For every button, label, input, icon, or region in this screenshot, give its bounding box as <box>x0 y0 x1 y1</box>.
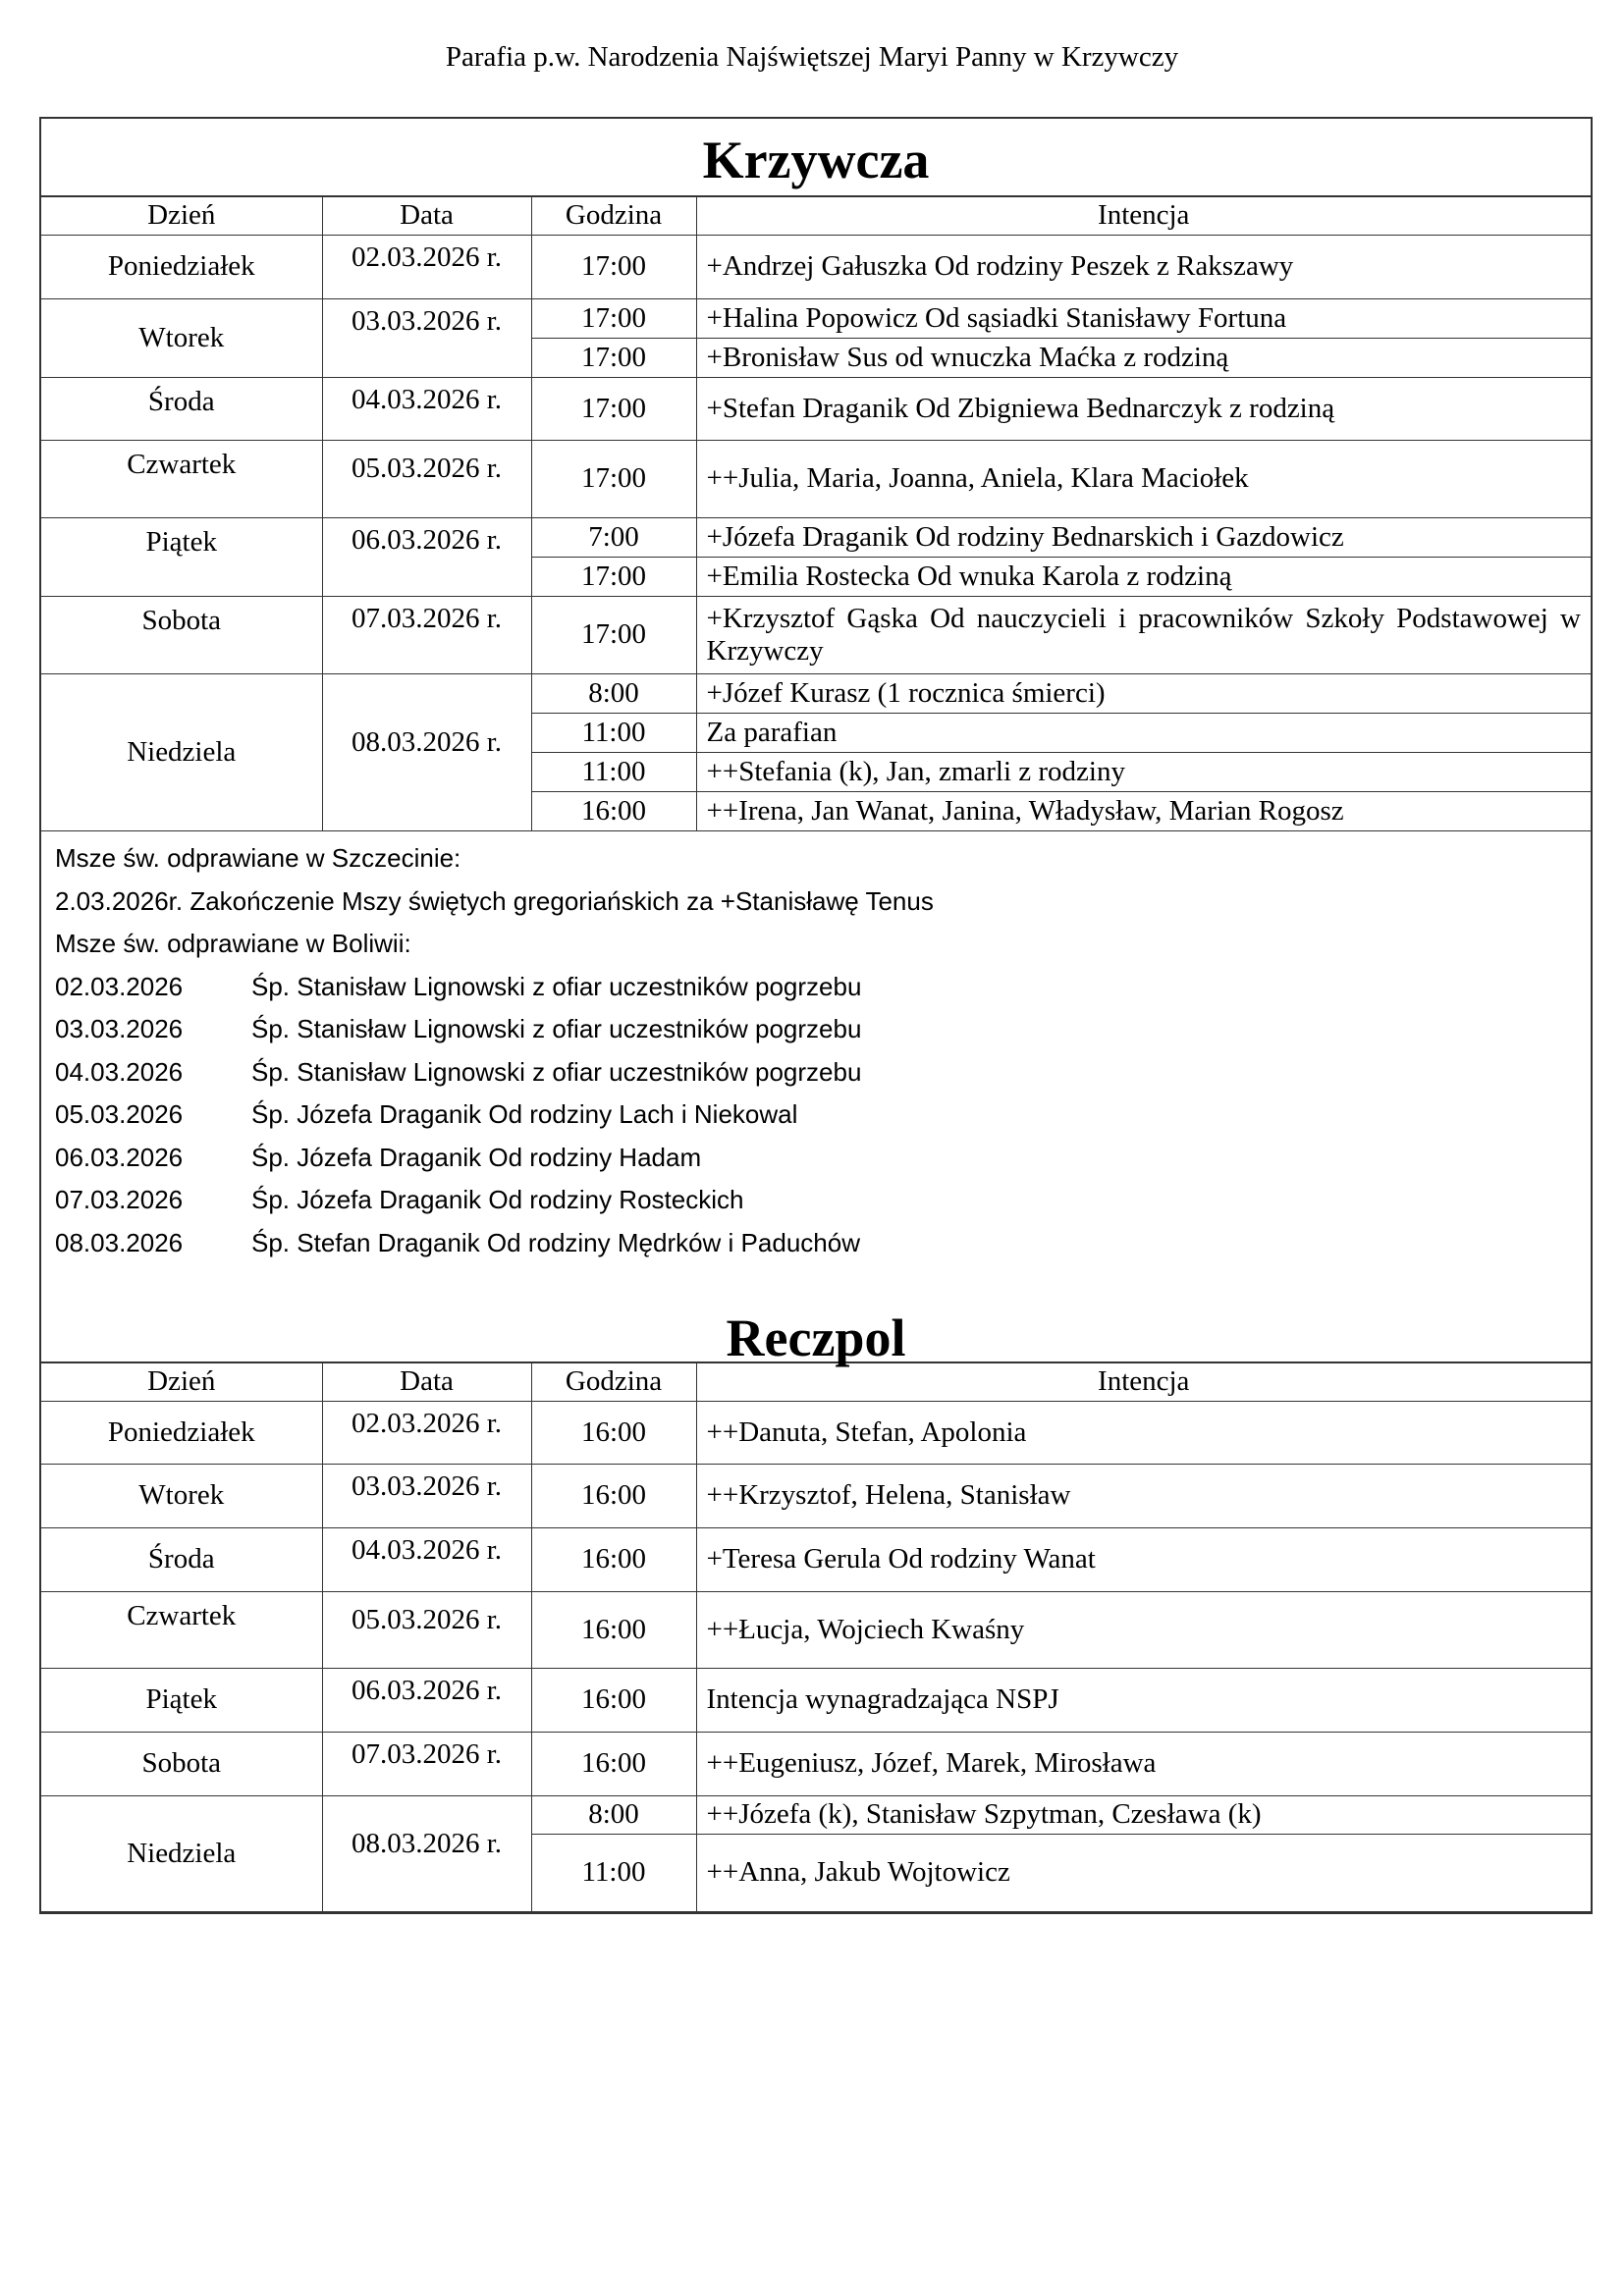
table-row <box>41 1465 1591 1528</box>
table-row <box>41 1402 1591 1465</box>
col-day: Dzień <box>41 1363 322 1402</box>
hour-cell: 17:00 <box>531 378 696 441</box>
bolivia-item <box>55 1137 1577 1180</box>
intention-cell: +Stefan Draganik Od Zbigniewa Bednarczyk z rodziną <box>696 378 1591 441</box>
day-cell: Czwartek <box>41 441 322 518</box>
date-cell: 08.03.2026 r. <box>322 1796 531 1912</box>
col-intention: Intencja <box>696 1363 1591 1402</box>
day-cell: Poniedziałek <box>41 236 322 299</box>
bolivia-item <box>55 1222 1577 1265</box>
hour-cell: 17:00 <box>531 441 696 518</box>
col-hour: Godzina <box>531 1363 696 1402</box>
bolivia-date: 06.03.2026 <box>55 1142 184 1172</box>
table-row <box>41 1528 1591 1592</box>
intention-cell: ++Eugeniusz, Józef, Marek, Mirosława <box>696 1733 1591 1796</box>
col-date: Data <box>322 197 531 236</box>
day-cell: Środa <box>41 378 322 441</box>
hour-cell: 8:00 <box>531 1796 696 1835</box>
day-cell: Wtorek <box>41 299 322 378</box>
date-cell: 02.03.2026 r. <box>322 236 531 299</box>
szczecin-heading: Msze św. odprawiane w Szczecinie: <box>55 843 461 873</box>
hour-cell: 16:00 <box>531 1592 696 1669</box>
hour-cell: 11:00 <box>531 753 696 792</box>
hour-cell: 7:00 <box>531 518 696 558</box>
col-day: Dzień <box>41 197 322 236</box>
hour-cell: 17:00 <box>531 339 696 378</box>
hour-cell: 16:00 <box>531 1733 696 1796</box>
hour-cell: 16:00 <box>531 1465 696 1528</box>
schedule-frame <box>39 117 1593 1914</box>
intention-cell: ++Krzysztof, Helena, Stanisław <box>696 1465 1591 1528</box>
bolivia-text: Śp. Józefa Draganik Od rodziny Lach i Niekowal <box>251 1099 798 1129</box>
day-cell: Piątek <box>41 1669 322 1733</box>
bolivia-item <box>55 1179 1577 1222</box>
table-row <box>41 299 1591 339</box>
bolivia-date: 07.03.2026 <box>55 1185 184 1214</box>
date-cell: 06.03.2026 r. <box>322 518 531 597</box>
date-cell: 04.03.2026 r. <box>322 1528 531 1592</box>
hour-cell: 16:00 <box>531 792 696 831</box>
day-cell: Niedziela <box>41 674 322 831</box>
intention-cell: +Józef Kurasz (1 rocznica śmierci) <box>696 674 1591 714</box>
bolivia-date: 08.03.2026 <box>55 1227 184 1257</box>
notes-section <box>41 831 1591 1283</box>
intention-cell: +Krzysztof Gąska Od nauczycieli i pracowników Szkoły Podstawowej w Krzywczy <box>696 597 1591 674</box>
intention-cell: +Bronisław Sus od wnuczka Maćka z rodziną <box>696 339 1591 378</box>
day-cell: Czwartek <box>41 1592 322 1669</box>
bolivia-text: Śp. Stanisław Lignowski z ofiar uczestników pogrzebu <box>251 1056 862 1087</box>
date-cell: 06.03.2026 r. <box>322 1669 531 1733</box>
hour-cell: 11:00 <box>531 714 696 753</box>
bolivia-date: 02.03.2026 <box>55 971 184 1001</box>
table-header <box>41 197 1591 236</box>
day-cell: Niedziela <box>41 1796 322 1912</box>
date-cell: 08.03.2026 r. <box>322 674 531 831</box>
date-cell: 05.03.2026 r. <box>322 441 531 518</box>
hour-cell: 17:00 <box>531 558 696 597</box>
day-cell: Poniedziałek <box>41 1402 322 1465</box>
bolivia-text: Śp. Stefan Draganik Od rodziny Mędrków i Paduchów <box>251 1227 860 1257</box>
bolivia-item <box>55 1094 1577 1137</box>
hour-cell: 16:00 <box>531 1402 696 1465</box>
table-row <box>41 1796 1591 1835</box>
intention-cell: ++Danuta, Stefan, Apolonia <box>696 1402 1591 1465</box>
intention-cell: ++Łucja, Wojciech Kwaśny <box>696 1592 1591 1669</box>
table-row <box>41 1669 1591 1733</box>
table-header <box>41 1363 1591 1402</box>
bolivia-item <box>55 1008 1577 1051</box>
intention-cell: +Andrzej Gałuszka Od rodziny Peszek z Rakszawy <box>696 236 1591 299</box>
hour-cell: 8:00 <box>531 674 696 714</box>
section-title-krzywcza: Krzywcza <box>41 119 1591 197</box>
bolivia-text: Śp. Józefa Draganik Od rodziny Hadam <box>251 1142 702 1172</box>
intention-cell: ++Irena, Jan Wanat, Janina, Władysław, Marian Rogosz <box>696 792 1591 831</box>
col-hour: Godzina <box>531 197 696 236</box>
hour-cell: 17:00 <box>531 597 696 674</box>
parish-header: Parafia p.w. Narodzenia Najświętszej Maryi Panny w Krzywczy <box>445 41 1179 73</box>
col-date: Data <box>322 1363 531 1402</box>
date-cell: 02.03.2026 r. <box>322 1402 531 1465</box>
date-cell: 07.03.2026 r. <box>322 1733 531 1796</box>
hour-cell: 11:00 <box>531 1835 696 1912</box>
hour-cell: 17:00 <box>531 299 696 339</box>
intention-cell: +Halina Popowicz Od sąsiadki Stanisławy Fortuna <box>696 299 1591 339</box>
bolivia-date: 03.03.2026 <box>55 1014 184 1043</box>
table-row <box>41 378 1591 441</box>
table-row <box>41 518 1591 558</box>
date-cell: 03.03.2026 r. <box>322 299 531 378</box>
intention-cell: +Emilia Rostecka Od wnuka Karola z rodziną <box>696 558 1591 597</box>
date-cell: 04.03.2026 r. <box>322 378 531 441</box>
intention-cell: ++Józefa (k), Stanisław Szpytman, Czesława (k) <box>696 1796 1591 1835</box>
bolivia-item <box>55 1051 1577 1095</box>
table-row <box>41 236 1591 299</box>
table-row <box>41 1592 1591 1669</box>
intention-cell: +Józefa Draganik Od rodziny Bednarskich i Gazdowicz <box>696 518 1591 558</box>
bolivia-date: 04.03.2026 <box>55 1056 184 1087</box>
day-cell: Środa <box>41 1528 322 1592</box>
bolivia-text: Śp. Józefa Draganik Od rodziny Rosteckich <box>251 1185 744 1214</box>
table-row <box>41 1733 1591 1796</box>
table-row <box>41 597 1591 674</box>
intention-cell: Intencja wynagradzająca NSPJ <box>696 1669 1591 1733</box>
bolivia-text: Śp. Stanisław Lignowski z ofiar uczestników pogrzebu <box>251 1014 862 1043</box>
bolivia-item <box>55 966 1577 1009</box>
hour-cell: 16:00 <box>531 1528 696 1592</box>
section-title-reczpol: Reczpol <box>41 1283 1591 1363</box>
hour-cell: 16:00 <box>531 1669 696 1733</box>
hour-cell: 17:00 <box>531 236 696 299</box>
bolivia-text: Śp. Stanisław Lignowski z ofiar uczestników pogrzebu <box>251 971 862 1001</box>
table-row <box>41 441 1591 518</box>
bolivia-heading: Msze św. odprawiane w Boliwii: <box>55 929 411 958</box>
date-cell: 07.03.2026 r. <box>322 597 531 674</box>
intention-cell: ++Anna, Jakub Wojtowicz <box>696 1835 1591 1912</box>
date-cell: 05.03.2026 r. <box>322 1592 531 1669</box>
table-row <box>41 674 1591 714</box>
date-cell: 03.03.2026 r. <box>322 1465 531 1528</box>
intention-cell: ++Julia, Maria, Joanna, Aniela, Klara Maciołek <box>696 441 1591 518</box>
bolivia-date: 05.03.2026 <box>55 1099 184 1129</box>
col-intention: Intencja <box>696 197 1591 236</box>
day-cell: Piątek <box>41 518 322 597</box>
day-cell: Wtorek <box>41 1465 322 1528</box>
reczpol-table <box>41 1363 1591 1912</box>
day-cell: Sobota <box>41 1733 322 1796</box>
day-cell: Sobota <box>41 597 322 674</box>
krzywcza-table <box>41 197 1591 831</box>
intention-cell: Za parafian <box>696 714 1591 753</box>
intention-cell: +Teresa Gerula Od rodziny Wanat <box>696 1528 1591 1592</box>
szczecin-line: 2.03.2026r. Zakończenie Mszy świętych gregoriańskich za +Stanisławę Tenus <box>55 885 934 916</box>
intention-cell: ++Stefania (k), Jan, zmarli z rodziny <box>696 753 1591 792</box>
